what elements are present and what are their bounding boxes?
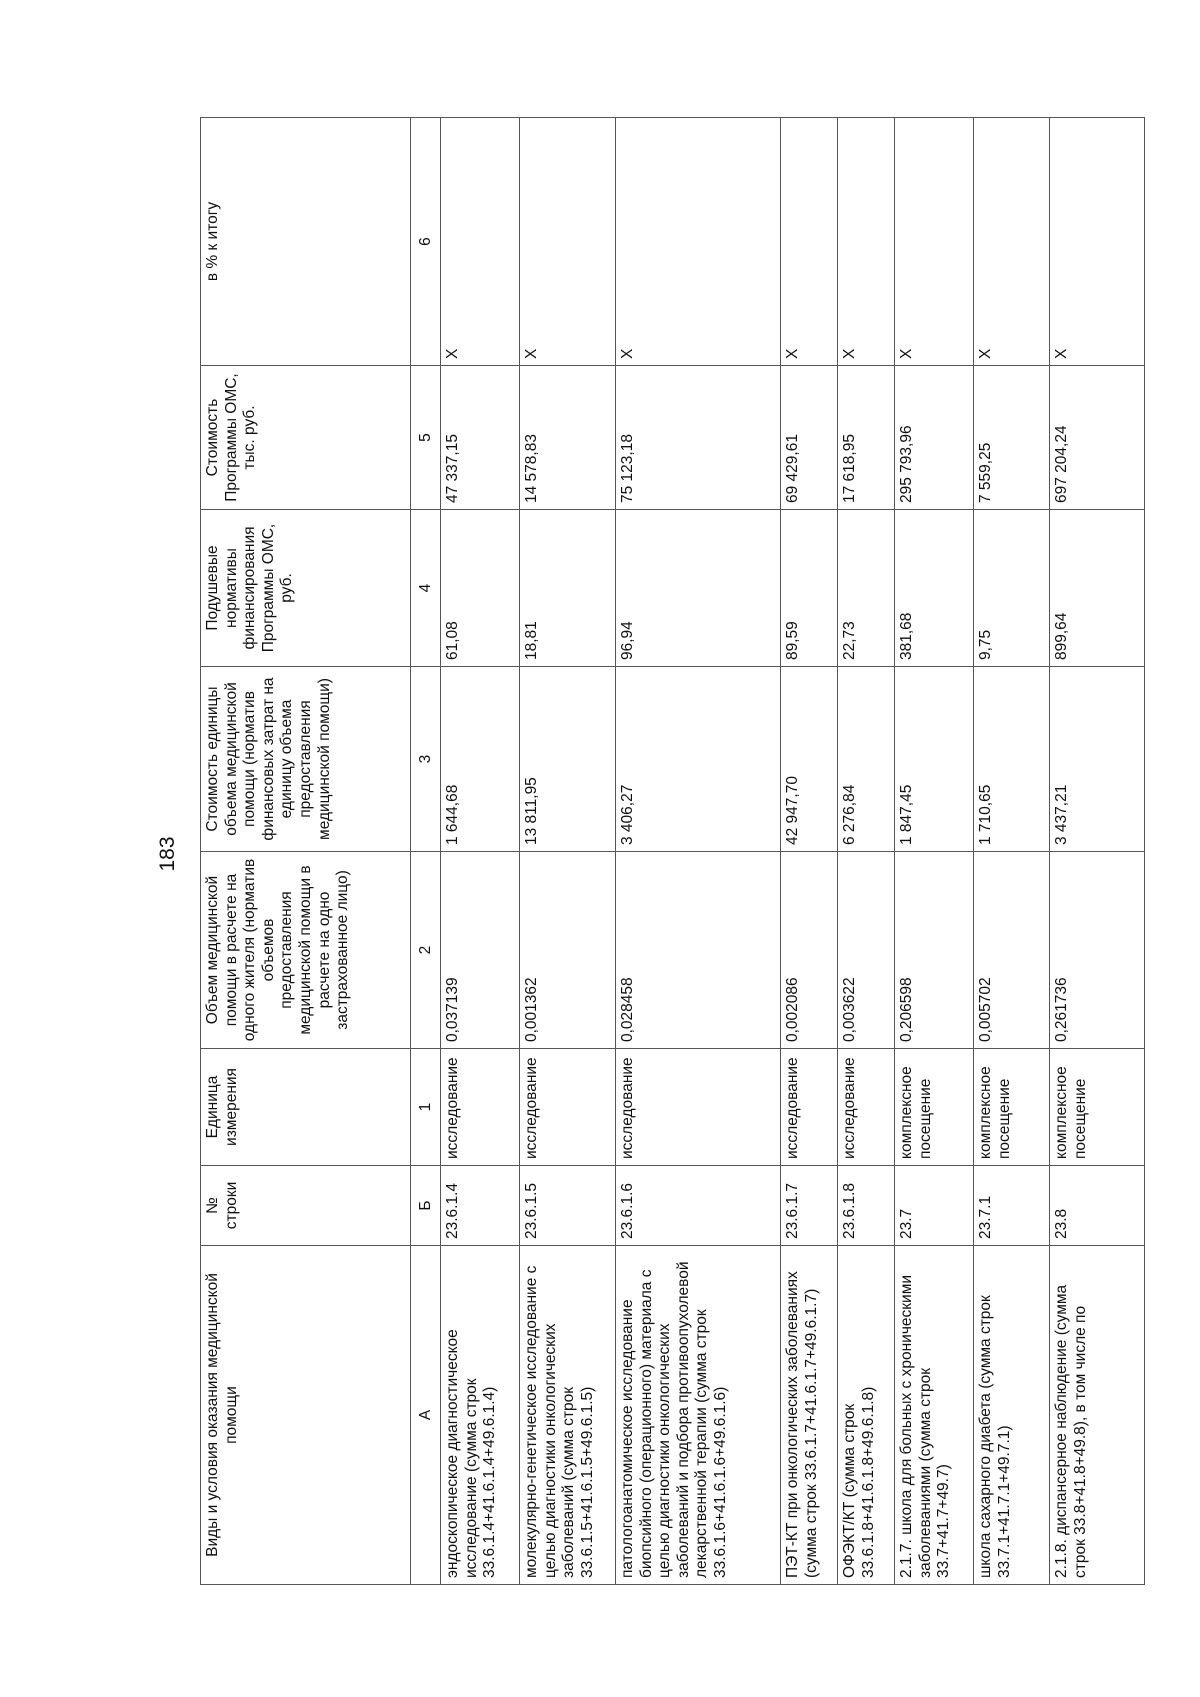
percent-cell: Х bbox=[895, 118, 974, 366]
table-row bbox=[974, 118, 1050, 1585]
column-number: 1 bbox=[411, 1049, 441, 1166]
table-container bbox=[200, 118, 1144, 1585]
header-care-type: Виды и условия оказания медицинской помощи bbox=[201, 1246, 411, 1585]
column-number: Б bbox=[411, 1166, 441, 1246]
care-type-cell: 2.1.8. диспансерное наблюдение (сумма строк 33.8+41.8+49.8), в том числе по bbox=[1050, 1246, 1145, 1585]
unit-cell: комплексное посещение bbox=[895, 1049, 974, 1166]
header-percent: в % к итогу bbox=[201, 118, 411, 366]
percent-cell: Х bbox=[974, 118, 1050, 366]
header-line-number: № строки bbox=[201, 1166, 411, 1246]
unit-cell: исследование bbox=[520, 1049, 616, 1166]
program-cost-cell: 295 793,96 bbox=[895, 366, 974, 510]
care-type-cell: патологоанатомическое исследование биопсийного (операционного) материала с целью диагностики онкологических заболеваний и подбора противоопухолевой лекарственной терапии (сумма строк 33.6.1.6+41.6.1.6+49.6.1.6) bbox=[616, 1246, 781, 1585]
header-row bbox=[201, 118, 411, 1585]
unit-cost-cell: 1 710,65 bbox=[974, 667, 1050, 852]
line-number-cell: 23.6.1.5 bbox=[520, 1166, 616, 1246]
per-capita-cell: 18,81 bbox=[520, 510, 616, 667]
line-number-cell: 23.7.1 bbox=[974, 1166, 1050, 1246]
column-number: 3 bbox=[411, 667, 441, 852]
column-number: 4 bbox=[411, 510, 441, 667]
header-volume: Объем медицинской помощи в расчете на одного жителя (норматив объемов предоставления медицинской помощи в расчете на одно застрахованное лицо) bbox=[201, 852, 411, 1049]
program-cost-cell: 17 618,95 bbox=[838, 366, 895, 510]
unit-cell: исследование bbox=[781, 1049, 838, 1166]
unit-cost-cell: 42 947,70 bbox=[781, 667, 838, 852]
table-row bbox=[520, 118, 616, 1585]
unit-cost-cell: 3 437,21 bbox=[1050, 667, 1145, 852]
percent-cell: Х bbox=[441, 118, 520, 366]
program-cost-cell: 69 429,61 bbox=[781, 366, 838, 510]
medical-care-table bbox=[200, 117, 1145, 1585]
volume-cell: 0,005702 bbox=[974, 852, 1050, 1049]
program-cost-cell: 75 123,18 bbox=[616, 366, 781, 510]
per-capita-cell: 61,08 bbox=[441, 510, 520, 667]
per-capita-cell: 381,68 bbox=[895, 510, 974, 667]
column-number: 6 bbox=[411, 118, 441, 366]
volume-cell: 0,002086 bbox=[781, 852, 838, 1049]
unit-cell: комплексное посещение bbox=[974, 1049, 1050, 1166]
percent-cell: Х bbox=[838, 118, 895, 366]
care-type-cell: эндоскопическое диагностическое исследование (сумма строк 33.6.1.4+41.6.1.4+49.6.1.4) bbox=[441, 1246, 520, 1585]
line-number-cell: 23.7 bbox=[895, 1166, 974, 1246]
program-cost-cell: 7 559,25 bbox=[974, 366, 1050, 510]
table-row bbox=[616, 118, 781, 1585]
table-row bbox=[1050, 118, 1145, 1585]
header-unit-cost: Стоимость единицы объема медицинской помощи (норматив финансовых затрат на единицу объема предоставления медицинской помощи) bbox=[201, 667, 411, 852]
unit-cost-cell: 13 811,95 bbox=[520, 667, 616, 852]
care-type-cell: школа сахарного диабета (сумма строк 33.7.1+41.7.1+49.7.1) bbox=[974, 1246, 1050, 1585]
percent-cell: Х bbox=[616, 118, 781, 366]
per-capita-cell: 22,73 bbox=[838, 510, 895, 667]
page-number: 183 bbox=[156, 836, 179, 872]
unit-cost-cell: 1 847,45 bbox=[895, 667, 974, 852]
column-number: 2 bbox=[411, 852, 441, 1049]
per-capita-cell: 96,94 bbox=[616, 510, 781, 667]
care-type-cell: молекулярно-генетическое исследование с целью диагностики онкологических заболеваний (сумма строк 33.6.1.5+41.6.1.5+49.6.1.5) bbox=[520, 1246, 616, 1585]
line-number-cell: 23.6.1.7 bbox=[781, 1166, 838, 1246]
percent-cell: Х bbox=[520, 118, 616, 366]
unit-cost-cell: 6 276,84 bbox=[838, 667, 895, 852]
table-row bbox=[838, 118, 895, 1585]
unit-cell: исследование bbox=[616, 1049, 781, 1166]
unit-cost-cell: 1 644,68 bbox=[441, 667, 520, 852]
unit-cell: исследование bbox=[441, 1049, 520, 1166]
line-number-cell: 23.6.1.6 bbox=[616, 1166, 781, 1246]
unit-cell: комплексное посещение bbox=[1050, 1049, 1145, 1166]
volume-cell: 0,003622 bbox=[838, 852, 895, 1049]
program-cost-cell: 14 578,83 bbox=[520, 366, 616, 510]
column-number-row bbox=[411, 118, 441, 1585]
program-cost-cell: 697 204,24 bbox=[1050, 366, 1145, 510]
care-type-cell: ОФЭКТ/КТ (сумма строк 33.6.1.8+41.6.1.8+49.6.1.8) bbox=[838, 1246, 895, 1585]
unit-cell: исследование bbox=[838, 1049, 895, 1166]
column-number: А bbox=[411, 1246, 441, 1585]
percent-cell: Х bbox=[781, 118, 838, 366]
column-number: 5 bbox=[411, 366, 441, 510]
per-capita-cell: 899,64 bbox=[1050, 510, 1145, 667]
volume-cell: 0,206598 bbox=[895, 852, 974, 1049]
line-number-cell: 23.8 bbox=[1050, 1166, 1145, 1246]
line-number-cell: 23.6.1.4 bbox=[441, 1166, 520, 1246]
volume-cell: 0,001362 bbox=[520, 852, 616, 1049]
table-row bbox=[895, 118, 974, 1585]
percent-cell: Х bbox=[1050, 118, 1145, 366]
table-row bbox=[441, 118, 520, 1585]
care-type-cell: 2.1.7. школа для больных с хроническими заболеваниями (сумма строк 33.7+41.7+49.7) bbox=[895, 1246, 974, 1585]
header-unit: Единица измерения bbox=[201, 1049, 411, 1166]
per-capita-cell: 89,59 bbox=[781, 510, 838, 667]
line-number-cell: 23.6.1.8 bbox=[838, 1166, 895, 1246]
volume-cell: 0,261736 bbox=[1050, 852, 1145, 1049]
care-type-cell: ПЭТ-КТ при онкологических заболеваниях (сумма строк 33.6.1.7+41.6.1.7+49.6.1.7) bbox=[781, 1246, 838, 1585]
program-cost-cell: 47 337,15 bbox=[441, 366, 520, 510]
volume-cell: 0,037139 bbox=[441, 852, 520, 1049]
per-capita-cell: 9,75 bbox=[974, 510, 1050, 667]
header-per-capita: Подушевые нормативы финансирования Программы ОМС, руб. bbox=[201, 510, 411, 667]
table-row bbox=[781, 118, 838, 1585]
volume-cell: 0,028458 bbox=[616, 852, 781, 1049]
unit-cost-cell: 3 406,27 bbox=[616, 667, 781, 852]
header-program-cost: Стоимость Программы ОМС, тыс. руб. bbox=[201, 366, 411, 510]
